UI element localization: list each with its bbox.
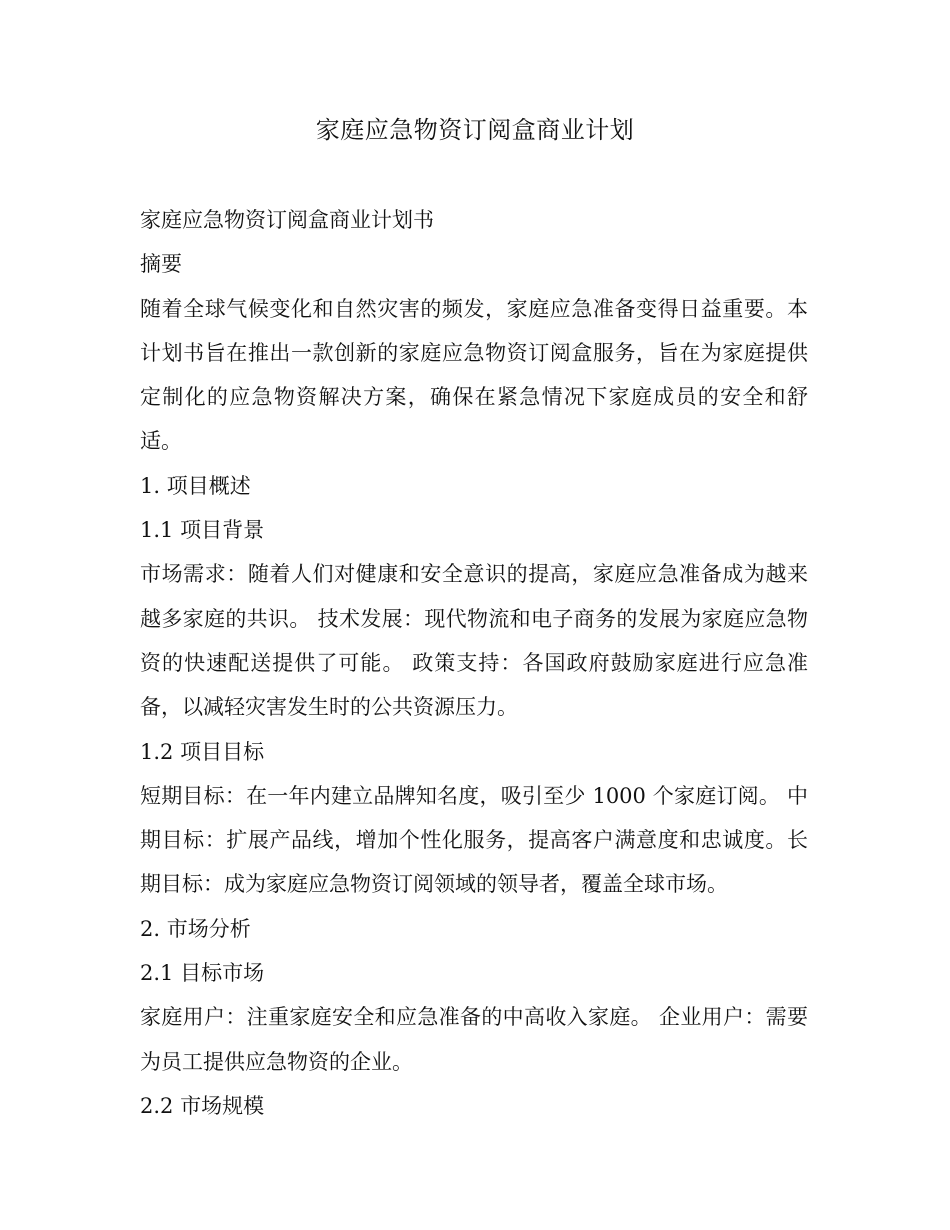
section-1-1-heading: 1.1 项目背景 — [140, 518, 265, 543]
document-body — [140, 198, 808, 1128]
section-2-heading: 2. 市场分析 — [140, 916, 251, 941]
section-2-2-heading: 2.2 市场规模 — [140, 1093, 265, 1118]
section-2-1-heading: 2.1 目标市场 — [140, 961, 265, 986]
section-1-2-paragraph: 短期目标：在一年内建立品牌知名度，吸引至少 1000 个家庭订阅。 中期目标：扩展产品线，增加个性化服务，提高客户满意度和忠诚度。长期目标：成为家庭应急物资订阅领域的领导者，覆盖全球市场。 — [140, 783, 808, 897]
section-2-1-paragraph: 家庭用户：注重家庭安全和应急准备的中高收入家庭。 企业用户：需要为员工提供应急物资的企业。 — [140, 1005, 808, 1074]
document-subtitle: 家庭应急物资订阅盒商业计划书 — [140, 208, 434, 232]
abstract-heading: 摘要 — [140, 252, 182, 277]
document-title: 家庭应急物资订阅盒商业计划 — [315, 116, 635, 144]
section-1-2-heading: 1.2 项目目标 — [140, 739, 265, 764]
section-1-heading: 1. 项目概述 — [140, 473, 251, 498]
section-1-1-paragraph: 市场需求：随着人们对健康和安全意识的提高，家庭应急准备成为越来越多家庭的共识。 技术发展：现代物流和电子商务的发展为家庭应急物资的快速配送提供了可能。 政策支持：各国政府鼓励家庭进行应急准备，以减轻灾害发生时的公共资源压力。 — [140, 562, 808, 720]
abstract-paragraph: 随着全球气候变化和自然灾害的频发，家庭应急准备变得日益重要。本计划书旨在推出一款创新的家庭应急物资订阅盒服务，旨在为家庭提供定制化的应急物资解决方案，确保在紧急情况下家庭成员的安全和舒适。 — [140, 296, 808, 454]
